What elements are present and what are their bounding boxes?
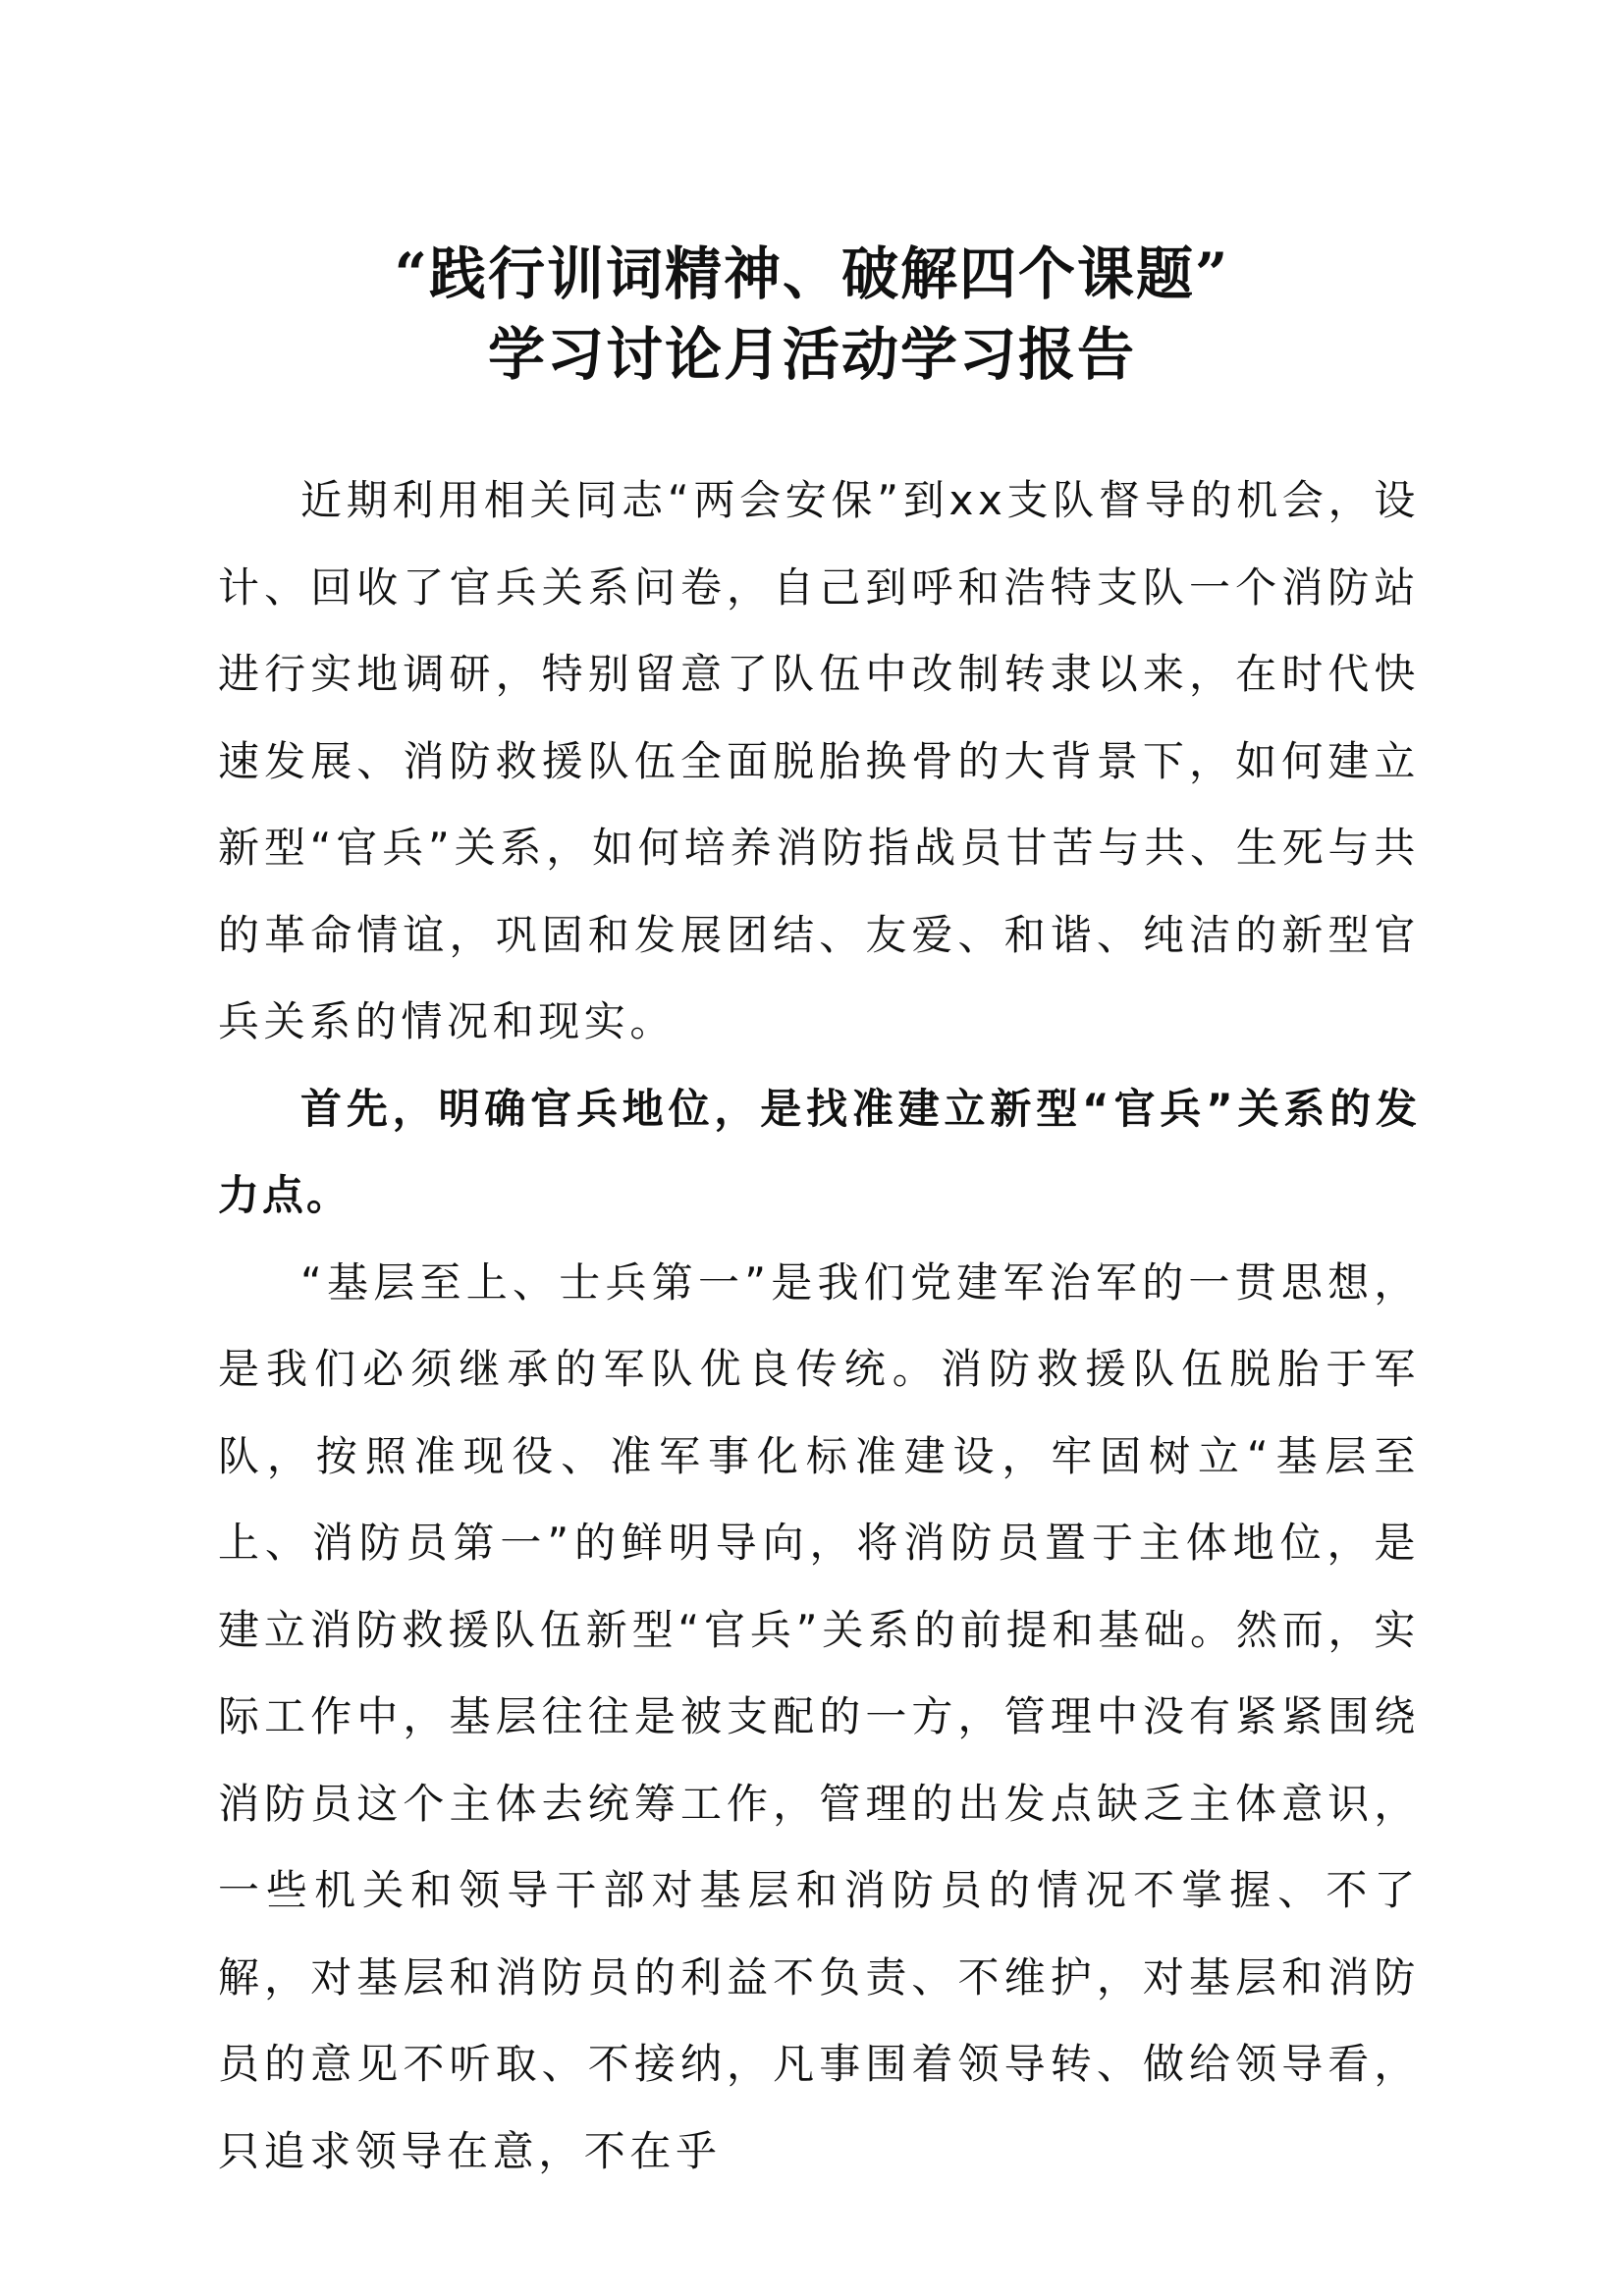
paragraph-body: “基层至上、士兵第一”是我们党建军治军的一贯思想，是我们必须继承的军队优良传统。消防救援队伍脱胎于军队，按照准现役、准军事化标准建设，牢固树立“基层至上、消防员第一”的鲜明导向，将消防员置于主体地位，是建立消防救援队伍新型“官兵”关系的前提和基础。然而，实际工作中，基层往往是被支配的一方，管理中没有紧紧围绕消防员这个主体去统筹工作，管理的出发点缺乏主体意识，一些机关和领导干部对基层和消防员的情况不掌握、不了解，对基层和消防员的利益不负责、不维护，对基层和消防员的意见不听取、不接纳，凡事围着领导转、做给领导看，只追求领导在意，不在乎 bbox=[218, 1257, 1420, 2175]
title-line-2: 学习讨论月活动学习报告 bbox=[487, 321, 1136, 388]
document-body bbox=[218, 457, 1420, 2195]
paragraph-section-heading: 首先，明确官兵地位，是找准建立新型“官兵”关系的发力点。 bbox=[218, 1084, 1420, 1219]
document-title bbox=[0, 234, 1624, 395]
title-line-1: “践行训词精神、破解四个课题” bbox=[394, 240, 1230, 307]
paragraph-intro: 近期利用相关同志“两会安保”到xx支队督导的机会，设计、回收了官兵关系问卷，自己到呼和浩特支队一个消防站进行实地调研，特别留意了队伍中改制转隶以来，在时代快速发展、消防救援队伍全面脱胎换骨的大背景下，如何建立新型“官兵”关系，如何培养消防指战员甘苦与共、生死与共的革命情谊，巩固和发展团结、友爱、和谐、纯洁的新型官兵关系的情况和现实。 bbox=[218, 476, 1420, 1045]
